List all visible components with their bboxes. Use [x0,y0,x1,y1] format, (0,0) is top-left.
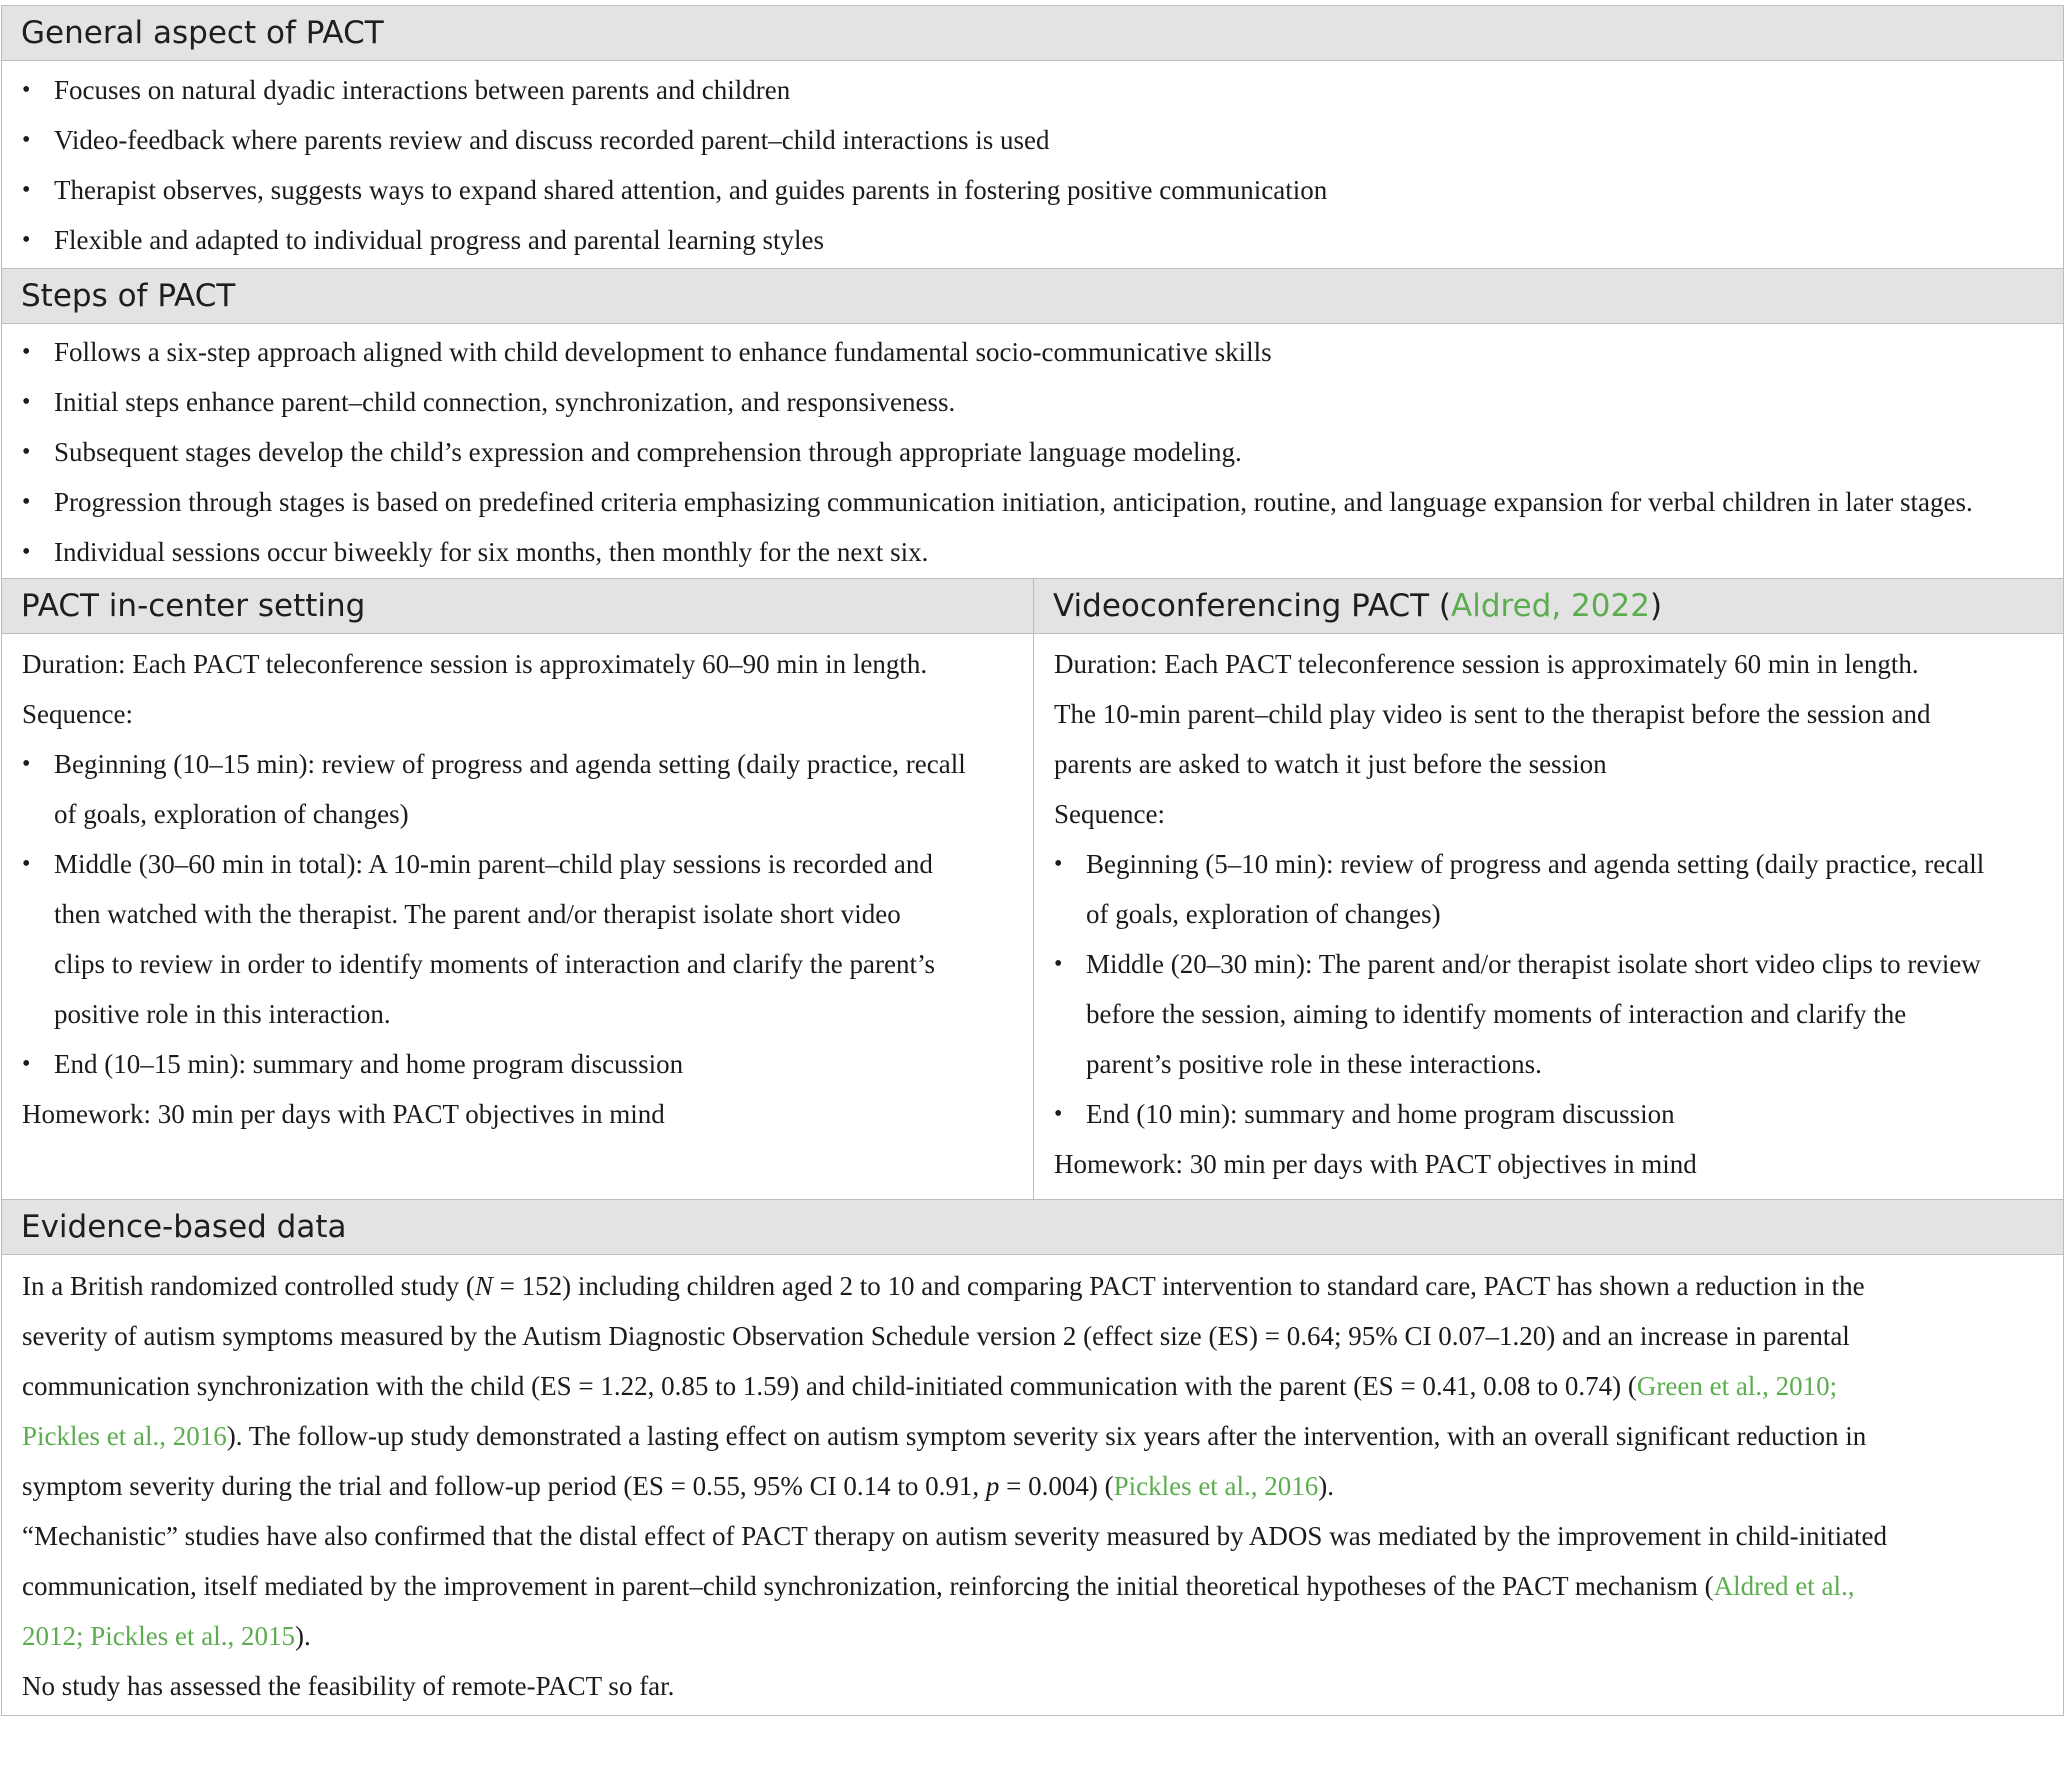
citation-link[interactable]: Aldred, 2022 [1451,588,1650,624]
text-span: p [985,1471,1000,1501]
incenter-homework: Homework: 30 min per days with PACT objectives in mind [22,1099,665,1129]
citation-link[interactable]: Pickles et al., 2016 [1113,1471,1319,1501]
list-item: • End (10 min): summary and home program discussion [1034,1089,2063,1139]
video-title: Videoconferencing PACT ( [1053,588,1452,624]
text-line: before the session, aiming to identify moments of interaction and clarify the [1086,999,1907,1029]
list-item [2,739,1033,839]
list-item [1034,939,2063,1089]
video-sequence-label: Sequence: [1054,799,1165,829]
text-line: clips to review in order to identify moments of interaction and clarify the parent’s [54,949,935,979]
video-column [1034,579,2063,1199]
text-line [22,1261,2063,1311]
steps-list [2,324,2063,578]
incenter-sequence-list [2,739,1033,1089]
video-sequence-list [1034,839,2063,1139]
video-homework: Homework: 30 min per days with PACT objectives in mind [1054,1149,1697,1179]
text-span: symptom severity during the trial and follow-up period (ES = 0.55, 95% CI 0.14 to 0.91, [22,1471,986,1501]
text-line: • Beginning (10–15 min): review of progress and agenda setting (daily practice, recall [54,749,966,779]
evidence-body [2,1255,2063,1715]
video-title-suffix: ) [1649,588,1663,624]
text-span: = 0.004) ( [999,1471,1114,1501]
text-line: “Mechanistic” studies have also confirmed that the distal effect of PACT therapy on autism severity measured by ADOS was mediated by the improvement in child-initiated [22,1521,1888,1551]
incenter-sequence-label: Sequence: [22,699,133,729]
evidence-header: Evidence-based data [2,1200,2063,1255]
text-line [22,1561,2063,1611]
list-item [2,839,1033,1039]
citation-link[interactable]: 2012; Pickles et al., 2015 [22,1621,295,1651]
text-line: • Beginning (5–10 min): review of progress and agenda setting (daily practice, recall [1086,849,1985,879]
text-span: ). The follow-up study demonstrated a lasting effect on autism symptom severity six years after the intervention, with an overall significant reduction in [226,1421,1867,1451]
list-item: • Therapist observes, suggests ways to expand shared attention, and guides parents in fostering positive communication [2,165,2063,215]
text-line: positive role in this interaction. [54,999,391,1029]
steps-section [2,269,2063,579]
list-item: • Initial steps enhance parent–child connection, synchronization, and responsiveness. [2,377,2063,427]
text-line: of goals, exploration of changes) [54,799,409,829]
list-item: • Video-feedback where parents review and discuss recorded parent–child interactions is used [2,115,2063,165]
pact-table [1,5,2064,1716]
incenter-header: PACT in-center setting [2,579,1033,634]
text-span: communication synchronization with the child (ES = 1.22, 0.85 to 1.59) and child-initiated communication with the parent (ES = 0.41, 0.08 to 0.74) ( [22,1371,1637,1401]
incenter-body [2,634,1033,1149]
text-span: = 152) including children aged 2 to 10 and comparing PACT intervention to standard care, PACT has shown a reduction in the [492,1271,1865,1301]
list-item: • Flexible and adapted to individual progress and parental learning styles [2,215,2063,265]
text-span: ). [294,1621,311,1651]
text-line [22,1361,2063,1411]
incenter-duration: Duration: Each PACT teleconference session is approximately 60–90 min in length. [22,649,928,679]
text-line: The 10-min parent–child play video is sent to the therapist before the session and [1054,699,1931,729]
steps-header: Steps of PACT [2,269,2063,324]
general-section [2,6,2063,269]
evidence-section [2,1200,2063,1715]
list-item [1034,839,2063,939]
general-header: General aspect of PACT [2,6,2063,61]
text-line: parent’s positive role in these interactions. [1086,1049,1542,1079]
text-line: of goals, exploration of changes) [1086,899,1441,929]
text-line [22,1611,2063,1661]
incenter-column [2,579,1034,1199]
video-header [1034,579,2063,634]
general-list [2,61,2063,268]
text-line: No study has assessed the feasibility of remote-PACT so far. [22,1671,675,1701]
list-item: • Individual sessions occur biweekly for six months, then monthly for the next six. [2,527,2063,577]
text-line: severity of autism symptoms measured by the Autism Diagnostic Observation Schedule version 2 (effect size (ES) = 0.64; 95% CI 0.07–1.20) and an increase in parental [22,1321,1850,1351]
citation-link[interactable]: Green et al., 2010; [1636,1371,1838,1401]
citation-link[interactable]: Pickles et al., 2016 [22,1421,227,1451]
citation-link[interactable]: Aldred et al., [1713,1571,1855,1601]
text-span: N [474,1271,493,1301]
text-line [22,1411,2063,1461]
list-item: • Follows a six-step approach aligned with child development to enhance fundamental socio-communicative skills [2,327,2063,377]
text-span: In a British randomized controlled study ( [22,1271,475,1301]
text-line [22,1461,2063,1511]
list-item: • Focuses on natural dyadic interactions between parents and children [2,65,2063,115]
text-line: parents are asked to watch it just before the session [1054,749,1607,779]
text-line: then watched with the therapist. The parent and/or therapist isolate short video [54,899,901,929]
list-item: • Subsequent stages develop the child’s expression and comprehension through appropriate language modeling. [2,427,2063,477]
text-line: • Middle (20–30 min): The parent and/or therapist isolate short video clips to review [1086,949,1981,979]
text-line: • Middle (30–60 min in total): A 10-min parent–child play sessions is recorded and [54,849,933,879]
text-span: communication, itself mediated by the improvement in parent–child synchronization, reinforcing the initial theoretical hypotheses of the PACT mechanism ( [22,1571,1714,1601]
video-body [1034,634,2063,1199]
video-duration: Duration: Each PACT teleconference session is approximately 60 min in length. [1054,649,1919,679]
text-span: ). [1318,1471,1335,1501]
list-item: • End (10–15 min): summary and home program discussion [2,1039,1033,1089]
settings-row [2,579,2063,1200]
list-item: • Progression through stages is based on predefined criteria emphasizing communication initiation, anticipation, routine, and language expansion for verbal children in later stages. [2,477,2063,527]
